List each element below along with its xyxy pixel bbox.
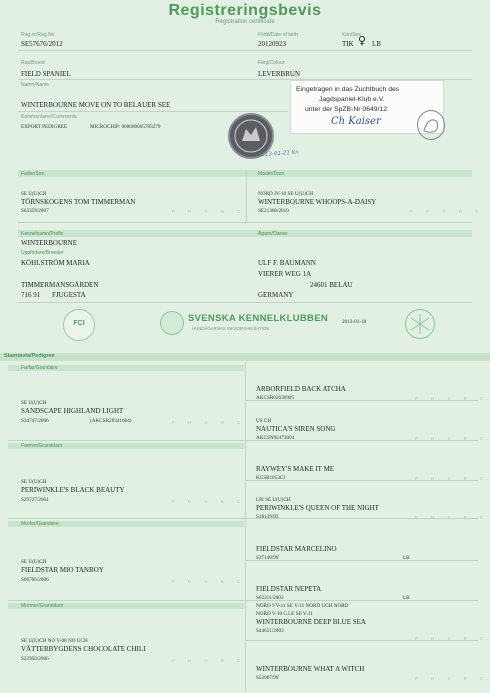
farmor-name: PERIWINKLE'S BLACK BEAUTY [21, 486, 125, 494]
farfar-reg: S34747/2006 [21, 418, 49, 424]
stamp-line-2: Jagdspaniel-Klub e.V. [319, 96, 385, 103]
farfar-titles: SE U(U)CH [21, 400, 47, 406]
g3-2-name: NAUTICA'S SIREN SONG [256, 425, 336, 433]
owner-label: Ägare/Owner [258, 231, 288, 237]
comments-value: EXPORT PEDIGREE [21, 124, 68, 130]
microchip-value: MICROCHIP: 968000005783279 [90, 124, 161, 130]
kennel-value: WINTERBOURNE [21, 239, 77, 247]
mormor-reg: S22950/2006 [21, 656, 49, 662]
fci-logo-icon: FCI [63, 309, 95, 341]
sire-reg: S63359/2007 [21, 208, 49, 214]
owner-country: GERMANY [258, 291, 294, 299]
breeder-zip: 716 91 [21, 291, 41, 299]
g3-5-name: FIELDSTAR MARCELINO [256, 545, 337, 553]
club-stamp-seal-icon [417, 110, 445, 140]
g3-4-reg: S18139/95 [256, 514, 279, 520]
sex-value: TIK [342, 40, 354, 48]
g3-4-titles: LPI SE U(U)CH [256, 497, 291, 503]
sire-titles: SE U(U)CH [21, 191, 47, 197]
registration-certificate: Registreringsbevis Registration certificate Reg.nr/Reg.No SE57676/2012 Född/Date of birth 20120923 Kön/Sex TIK ♀ LB Ras/Breed FIELD SPANIEL Färg/Colour LEVERBRUN Namn/Name WINTERBOURNE MOVE ON TO BELAUER SEE Kommentarer/Comments EXPORT PEDIGREE MICROCHIP: 968000005783279 Eingetragen in das Zuchtbuch des Jagdspaniel-Klub e.V. unter der SpZB-Nr 0649/12 Ch Kaiser 2013-01-21 Kn Fader/Sire Moder/Dam SE U(U)CH TÖRNSKOGENS TOM TIMMERMAN S63359/2007 NORD JV-10 SE U(U)CH WINTERBOURNE WHOOPS-A-DAISY SE21360/2010 F H S B C F H S B C Kennelnamn/Prefix Ägare/Owner WINTERBOURNE Uppfödare/Breeder KÖHLSTRÖM MARIA TIMMERMANSGÅRDEN 716 91 FJUGESTA ULF F. BAUMANN VIERER WEG 1A 24601 BELAU GERMANY FCI SVENSKA KENNELKLUBBEN HUNDÄGARNAS RIKSORGANISATION 2013-01-18 Stamtavla/Pedigree Farfar/Grandsire SE U(U)CH SANDSCAPE HIGHLAND LIGHT S34747/2006 (AKCSR28341604) Farmor/Granddam SE U(U)CH PERIWINKLE'S BLACK BEAUTY S29727/2001 Morfar/Grandsire SE U(U)CH FIELDSTAR MIO TANBOY S66766/2006 Mormor/Granddam SE U(U)CH NO V-08 NO UCH VÄTTERBYGDENS CHOCOLATE CHILI S22950/2006 ARBORFIELD BACK ATCHA AKCSR02636905 US CH NAUTICA'S SIREN SONG AKCSN92472004 RAYWEY'S MAKE IT ME KCSR1853CJ LPI SE U(U)CH PERIWINKLE'S QUEEN OF THE NIGHT S18139/95 FIELDSTAR MARCELINO S37149/99 LB FIELDSTAR NEPETA S62211/2003 LB NORD VV-11 SE V-11 NORD UCH NORD NORD V-10 C.I.E SE V-11 WINTERBOURNE DEEP BLUE SEA S44651/2003 WINTERBOURNE WHAT A WITCH S53087/99 F H S B C F H S B C F H S B C F H S B C F H S B C F H S B C F H S B C F H S B C F H S B C F H S B C [0, 0, 490, 693]
farfar-name: SANDSCAPE HIGHLAND LIGHT [21, 407, 124, 415]
stamp-line-3: unter der SpZB-Nr 0649/12 [305, 106, 387, 113]
dam-reg: SE21360/2010 [258, 208, 289, 214]
breed-value: FIELD SPANIEL [21, 70, 71, 78]
dam-label: Moder/Dam [258, 171, 285, 177]
morfar-reg: S66766/2006 [21, 577, 49, 583]
g3-4-name: PERIWINKLE'S QUEEN OF THE NIGHT [256, 504, 379, 512]
farmor-reg: S29727/2001 [21, 497, 49, 503]
farfar-akc: (AKCSR28341604) [90, 418, 132, 424]
kennel-club-subtitle: HUNDÄGARNAS RIKSORGANISATION [192, 326, 270, 331]
skk-logo-icon [160, 311, 184, 335]
kennel-club-name: SVENSKA KENNELKLUBBEN [188, 313, 329, 324]
g3-3-name: RAYWEY'S MAKE IT ME [256, 465, 335, 473]
dam-titles: NORD JV-10 SE U(U)CH [258, 191, 313, 197]
g3-2-reg: AKCSN92472004 [256, 435, 295, 441]
g3-2-titles: US CH [256, 418, 272, 424]
certificate-subtitle: Registration certificate [215, 19, 275, 25]
morfar-titles: SE U(U)CH [21, 559, 47, 565]
owner-address: VIERER WEG 1A [258, 270, 312, 278]
g3-7-name: WINTERBOURNE DEEP BLUE SEA [256, 618, 366, 626]
colour-value: LEVERBRUN [258, 70, 300, 78]
g3-6-reg: S62211/2003 [256, 595, 284, 601]
dog-name: WINTERBOURNE MOVE ON TO BELAUER SEE [21, 101, 171, 109]
morfar-label: Morfar/Grandsire [21, 521, 59, 527]
g3-8-reg: S53087/99 [256, 675, 279, 681]
mormor-name: VÄTTERBYGDENS CHOCOLATE CHILI [21, 645, 146, 653]
sire-name: TÖRNSKOGENS TOM TIMMERMAN [21, 198, 136, 206]
dob-value: 20120923 [258, 40, 286, 48]
sire-label: Fader/Sire [21, 171, 45, 177]
g3-5-reg: S37149/99 [256, 555, 279, 561]
sex-label: Kön/Sex [342, 32, 361, 38]
certificate-title: Registreringsbevis [168, 2, 322, 19]
g3-1-reg: AKCSR02636905 [256, 395, 295, 401]
owner-value: ULF F. BAUMANN [258, 259, 316, 267]
comments-label: Kommentarer/Comments [21, 114, 77, 120]
pedigree-label: Stamtavla/Pedigree [4, 353, 55, 359]
g3-6-extra: LB [403, 595, 410, 601]
reg-no-label: Reg.nr/Reg.No [21, 32, 55, 38]
female-symbol-icon: ♀ [358, 34, 367, 47]
mormor-label: Mormor/Granddam [21, 603, 64, 609]
dob-label: Född/Date of birth [258, 32, 299, 38]
stamp-line-1: Eingetragen in das Zuchtbuch des [296, 86, 400, 93]
g3-6-name: FIELDSTAR NEPETA [256, 585, 322, 593]
farmor-label: Farmor/Granddam [21, 443, 63, 449]
g3-7-titles: NORD V-10 C.I.E SE V-11 [256, 611, 313, 617]
name-label: Namn/Name [21, 82, 50, 88]
breeder-label: Uppfödare/Breeder [21, 250, 64, 256]
g3-5-extra: LB [403, 555, 410, 561]
dam-name: WINTERBOURNE WHOOPS-A-DAISY [258, 198, 377, 206]
farfar-label: Farfar/Grandsire [21, 365, 58, 371]
reg-no-value: SE57676/2012 [21, 40, 63, 48]
mormor-titles: SE U(U)CH NO V-08 NO UCH [21, 638, 88, 644]
breeder-value: KÖHLSTRÖM MARIA [21, 259, 90, 267]
g3-8-name: WINTERBOURNE WHAT A WITCH [256, 665, 365, 673]
issue-date: 2013-01-18 [342, 319, 367, 325]
hologram-icon [405, 309, 435, 339]
colour-label: Färg/Colour [258, 60, 285, 66]
g3-7-titles-top: NORD VV-11 SE V-11 NORD UCH NORD [256, 603, 349, 609]
breeder-city: FJUGESTA [52, 291, 86, 299]
farmor-titles: SE U(U)CH [21, 479, 47, 485]
kennel-label: Kennelnamn/Prefix [21, 231, 64, 237]
g3-3-reg: KCSR1853CJ [256, 475, 286, 481]
handwritten-date: 2013-01-21 Kn [257, 149, 299, 159]
owner-zip-city: 24601 BELAU [310, 281, 353, 289]
coat-code: LB [372, 40, 381, 48]
breeder-address: TIMMERMANSGÅRDEN [21, 281, 99, 289]
breed-label: Ras/Breed [21, 60, 45, 66]
morfar-name: FIELDSTAR MIO TANBOY [21, 566, 104, 574]
g3-7-reg: S44651/2003 [256, 628, 284, 634]
g3-1-name: ARBORFIELD BACK ATCHA [256, 385, 346, 393]
signature: Ch Kaiser [331, 116, 381, 127]
